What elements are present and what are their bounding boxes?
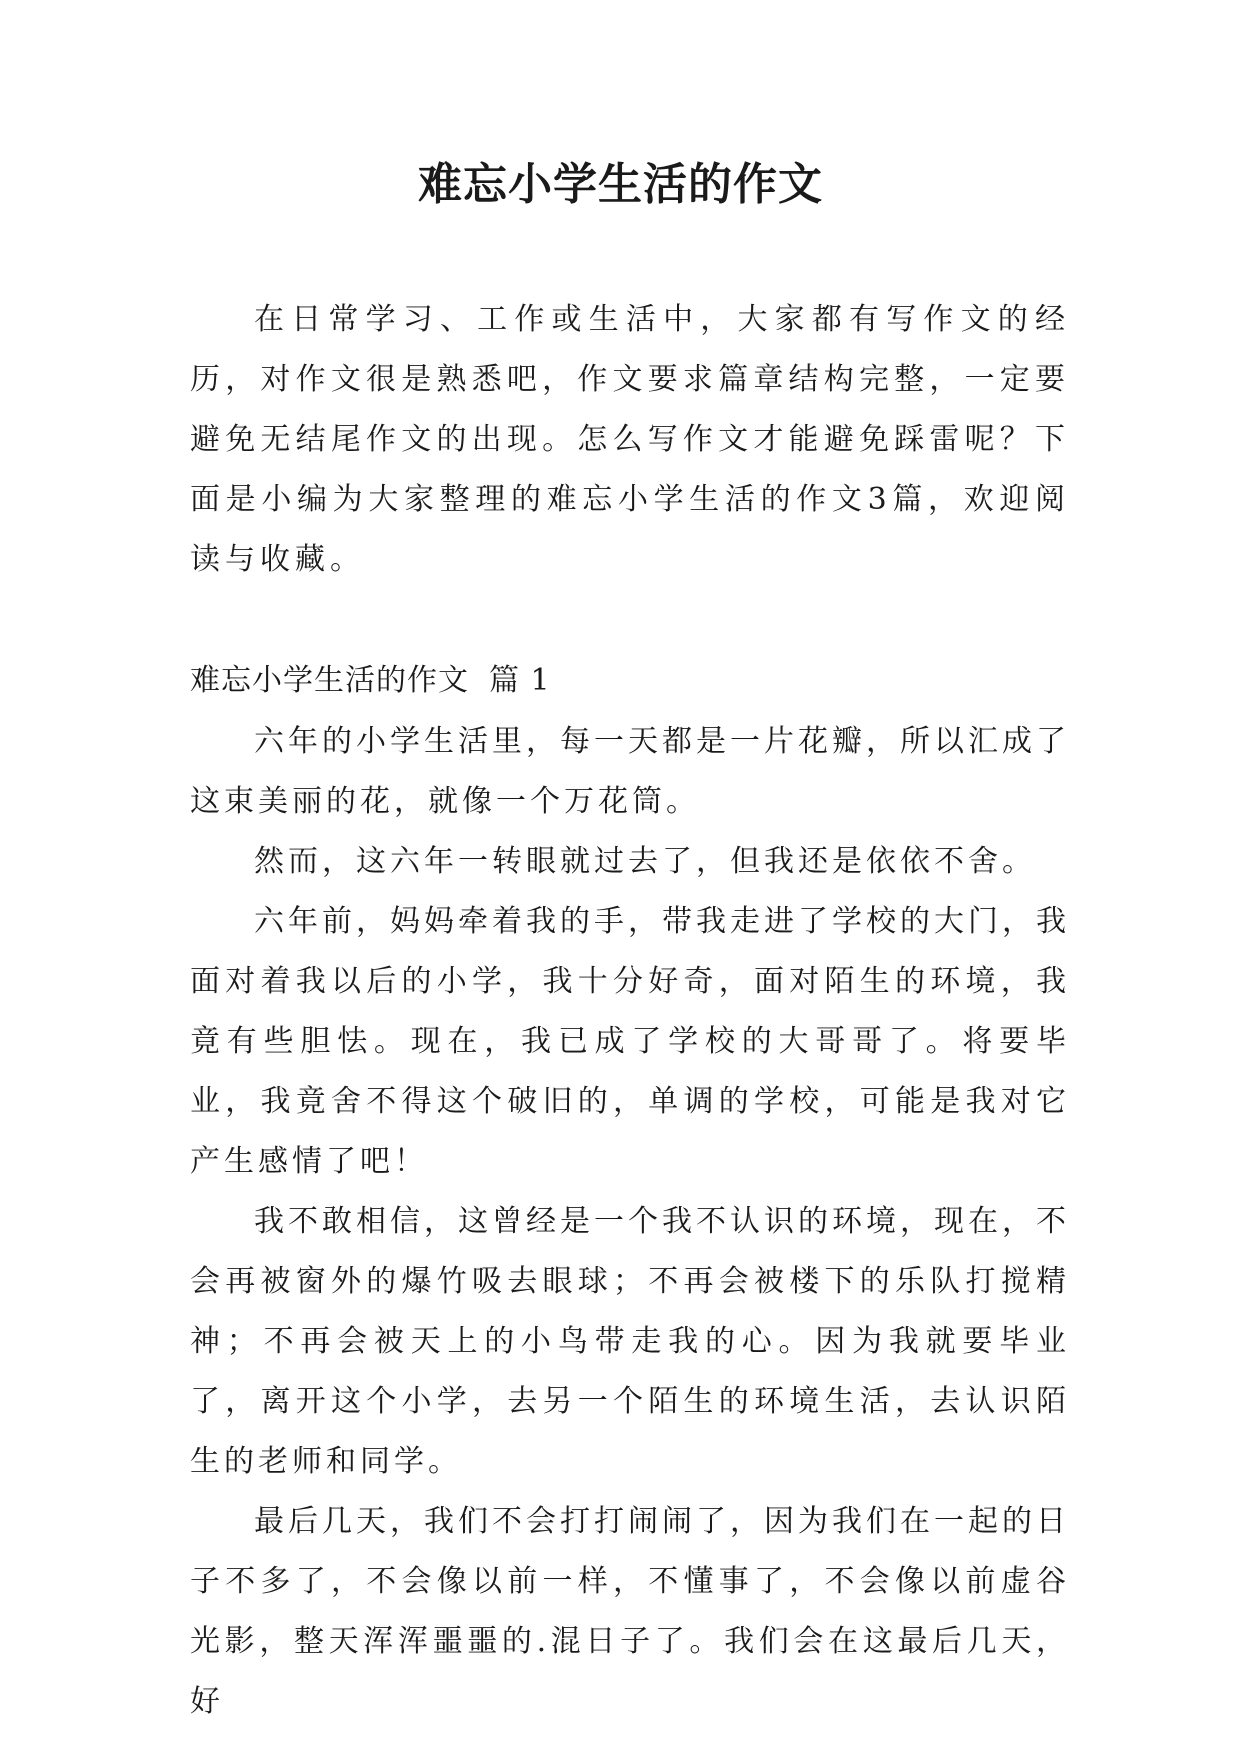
intro-paragraph: 在日常学习、工作或生活中，大家都有写作文的经历，对作文很是熟悉吧，作文要求篇章结构完整，一定要避免无结尾作文的出现。怎么写作文才能避免踩雷呢？下面是小编为大家整理的难忘小学生活的作文3篇，欢迎阅读与收藏。 xyxy=(190,302,1070,577)
paragraph-5: 最后几天，我们不会打打闹闹了，因为我们在一起的日子不多了，不会像以前一样，不懂事了，不会像以前虚谷光影，整天浑浑噩噩的.混日子了。我们会在这最后几天，好 xyxy=(190,1504,1070,1719)
paragraph-2: 然而，这六年一转眼就过去了，但我还是依依不舍。 xyxy=(254,844,1036,879)
paragraph-4: 我不敢相信，这曾经是一个我不认识的环境，现在，不会再被窗外的爆竹吸去眼球；不再会被楼下的乐队打搅精神；不再会被天上的小鸟带走我的心。因为我就要毕业了，离开这个小学，去另一个陌生的环境生活，去认识陌生的老师和同学。 xyxy=(190,1204,1070,1479)
paragraph-3: 六年前，妈妈牵着我的手，带我走进了学校的大门，我面对着我以后的小学，我十分好奇，面对陌生的环境，我竟有些胆怯。现在，我已成了学校的大哥哥了。将要毕业，我竟舍不得这个破旧的，单调的学校，可能是我对它产生感情了吧！ xyxy=(190,904,1070,1179)
document-title: 难忘小学生活的作文 xyxy=(418,159,823,210)
section-title: 难忘小学生活的作文 xyxy=(190,663,469,698)
section-heading xyxy=(190,650,1070,712)
paragraph-1: 六年的小学生活里，每一天都是一片花瓣，所以汇成了这束美丽的花，就像一个万花筒。 xyxy=(190,724,1070,819)
document-body xyxy=(190,290,1070,1732)
section-number: 篇 1 xyxy=(489,663,551,698)
